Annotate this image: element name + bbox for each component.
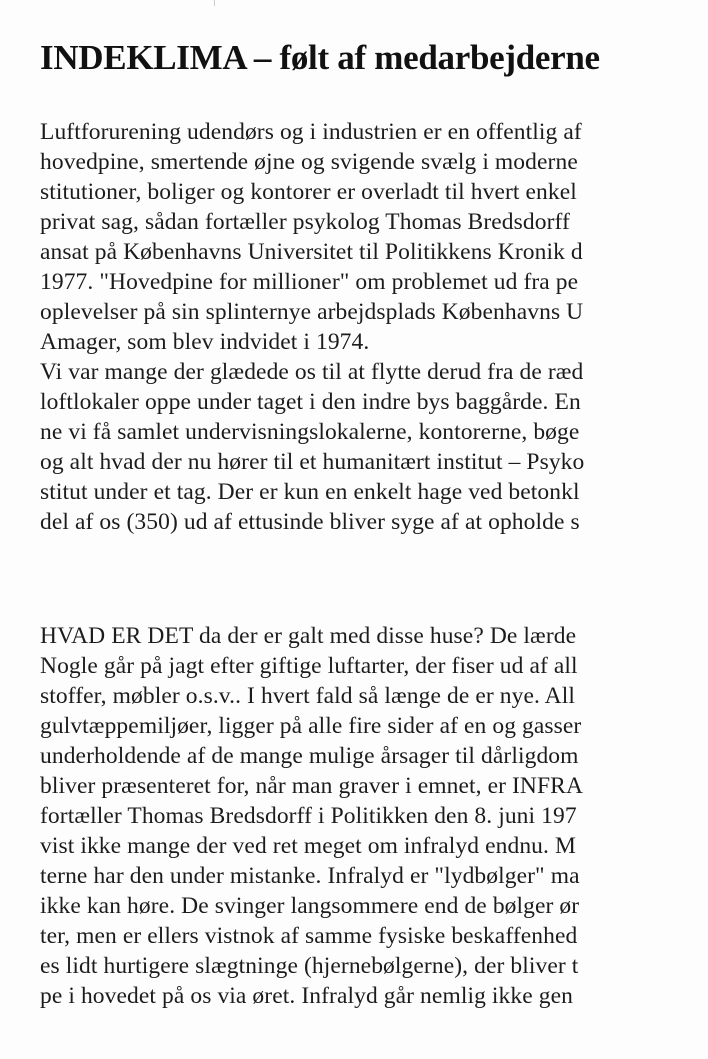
text-line: pe i hovedet på os via øret. Infralyd går nemlig ikke gen bbox=[40, 983, 573, 1009]
text-line: Luftforurening udendørs og i industrien er en offentlig af bbox=[40, 119, 582, 145]
text-line: bliver præsenteret for, når man graver i emnet, er INFRA bbox=[40, 773, 584, 799]
text-line: Vi var mange der glædede os til at flytte derud fra de ræd bbox=[40, 359, 584, 385]
text-line: stitut under et tag. Der er kun en enkelt hage ved betonkl bbox=[40, 479, 580, 505]
text-line: underholdende af de mange mulige årsager til dårligdom bbox=[40, 743, 579, 769]
page-title: INDEKLIMA – følt af medarbejderne bbox=[40, 38, 600, 77]
text-line: HVAD ER DET da der er galt med disse huse? De lærde bbox=[40, 623, 577, 649]
text-line: 1977. "Hovedpine for millioner" om problemet ud fra pe bbox=[40, 269, 579, 295]
text-line: stitutioner, boliger og kontorer er overladt til hvert enkel bbox=[40, 179, 577, 205]
text-line: og alt hvad der nu hører til et humanitært institut – Psyko bbox=[40, 449, 585, 475]
text-line: oplevelser på sin splinternye arbejdsplads Københavns U bbox=[40, 299, 584, 325]
text-line: ne vi få samlet undervisningslokalerne, kontorerne, bøge bbox=[40, 419, 580, 445]
text-line: vist ikke mange der ved ret meget om infralyd endnu. M bbox=[40, 833, 576, 859]
text-line: loftlokaler oppe under taget i den indre bys baggårde. En bbox=[40, 389, 581, 415]
text-line: hovedpine, smertende øjne og svigende svælg i moderne bbox=[40, 149, 578, 175]
text-line: ter, men er ellers vistnok af samme fysiske beskaffenhed bbox=[40, 923, 578, 949]
text-line: ansat på Københavns Universitet til Politikkens Kronik d bbox=[40, 239, 583, 265]
text-line: gulvtæppemiljøer, ligger på alle fire sider af en og gasser bbox=[40, 713, 582, 739]
text-line: ikke kan høre. De svinger langsommere end de bølger ør bbox=[40, 893, 580, 919]
text-line: del af os (350) ud af ettusinde bliver syge af at opholde s bbox=[40, 509, 580, 535]
text-line: Nogle går på jagt efter giftige luftarter, der fiser ud af all bbox=[40, 653, 578, 679]
text-line: fortæller Thomas Bredsdorff i Politikken den 8. juni 197 bbox=[40, 803, 577, 829]
text-line: stoffer, møbler o.s.v.. I hvert fald så længe de er nye. All bbox=[40, 683, 575, 709]
text-line: es lidt hurtigere slægtninge (hjernebølgerne), der bliver t bbox=[40, 953, 579, 979]
text-line: Amager, som blev indvidet i 1974. bbox=[40, 329, 370, 355]
scan-mark bbox=[214, 0, 215, 6]
text-line: terne har den under mistanke. Infralyd er "lydbølger" ma bbox=[40, 863, 580, 889]
text-line: privat sag, sådan fortæller psykolog Thomas Bredsdorff bbox=[40, 209, 570, 235]
